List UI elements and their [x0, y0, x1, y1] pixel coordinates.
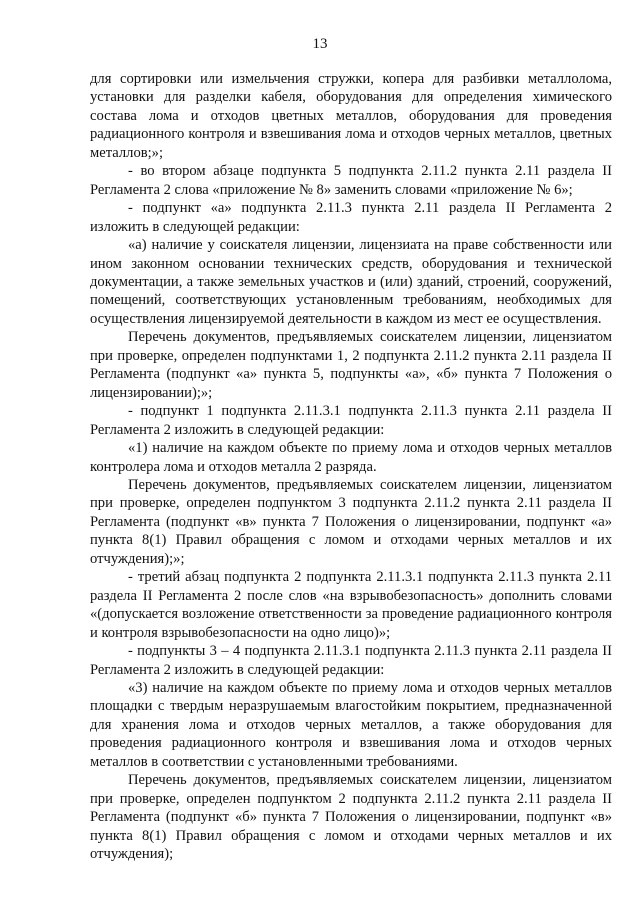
paragraph: - третий абзац подпункта 2 подпункта 2.11.3.1 подпункта 2.11.3 пункта 2.11 раздела II Регламента 2 после слов «на взрывобезопасность» дополнить словами «(допускается возложение ответственности за проведение радиационного контроля и контроля взрывобезопасности на одно лицо)»; — [90, 569, 612, 641]
paragraph: - подпункт 1 подпункта 2.11.3.1 подпункта 2.11.3 пункта 2.11 раздела II Регламента 2 изложить в следующей редакции: — [90, 403, 612, 438]
paragraph: - подпункты 3 – 4 подпункта 2.11.3.1 подпункта 2.11.3 пункта 2.11 раздела II Регламента 2 изложить в следующей редакции: — [90, 643, 612, 678]
paragraph: «3) наличие на каждом объекте по приему лома и отходов черных металлов площадки с твердым неразрушаемым влагостойким покрытием, предназначенной для хранения лома и отходов черных металлов, а также оборудования для проведения радиационного контроля и взвешивания лома и отходов черных металлов в соответствии с установленными требованиями. — [90, 679, 612, 770]
paragraph: - подпункт «а» подпункта 2.11.3 пункта 2.11 раздела II Регламента 2 изложить в следующей редакции: — [90, 200, 612, 235]
paragraph: «а) наличие у соискателя лицензии, лицензиата на праве собственности или ином законном основании технических средств, оборудования и технической документации, а также земельных участков и (или) зданий, строений, сооружений, помещений, соответствующих установленным требованиям, необходимых для осуществления лицензируемой деятельности в каждом из мест ее осуществления. — [90, 237, 612, 327]
paragraph: Перечень документов, предъявляемых соискателем лицензии, лицензиатом при проверке, определен подпунктом 2 подпункта 2.11.2 пункта 2.11 раздела II Регламента (подпункт «б» пункта 7 Положения о лицензировании, подпункт «в» пункта 8(1) Правил обращения с ломом и отходами черных металлов и их отчуждения); — [90, 772, 612, 863]
page-number: 13 — [312, 36, 328, 52]
paragraph: - во втором абзаце подпункта 5 подпункта 2.11.2 пункта 2.11 раздела II Регламента 2 слова «приложение № 8» заменить словами «приложение № 6»; — [90, 163, 612, 198]
paragraph: Перечень документов, предъявляемых соискателем лицензии, лицензиатом при проверке, определен подпунктами 1, 2 подпункта 2.11.2 пункта 2.11 раздела II Регламента (подпункт «а» пункта 5, подпункты «а», «б» пункта 7 Положения о лицензировании);»; — [90, 329, 612, 401]
paragraph: для сортировки или измельчения стружки, копера для разбивки металлолома, установки для разделки кабеля, оборудования для определения химического состава лома и отходов цветных металлов, оборудования для проведения радиационного контроля и взвешивания лома и отходов черных металлов, цветных металлов;»; — [90, 71, 612, 161]
paragraph: Перечень документов, предъявляемых соискателем лицензии, лицензиатом при проверке, определен подпунктом 3 подпункта 2.11.2 пункта 2.11 раздела II Регламента (подпункт «в» пункта 7 Положения о лицензировании, подпункт «а» пункта 8(1) Правил обращения с ломом и отходами черных металлов и их отчуждения);»; — [90, 476, 612, 567]
paragraph: «1) наличие на каждом объекте по приему лома и отходов черных металлов контролера лома и отходов металла 2 разряда. — [90, 440, 612, 475]
document-body — [90, 70, 612, 863]
